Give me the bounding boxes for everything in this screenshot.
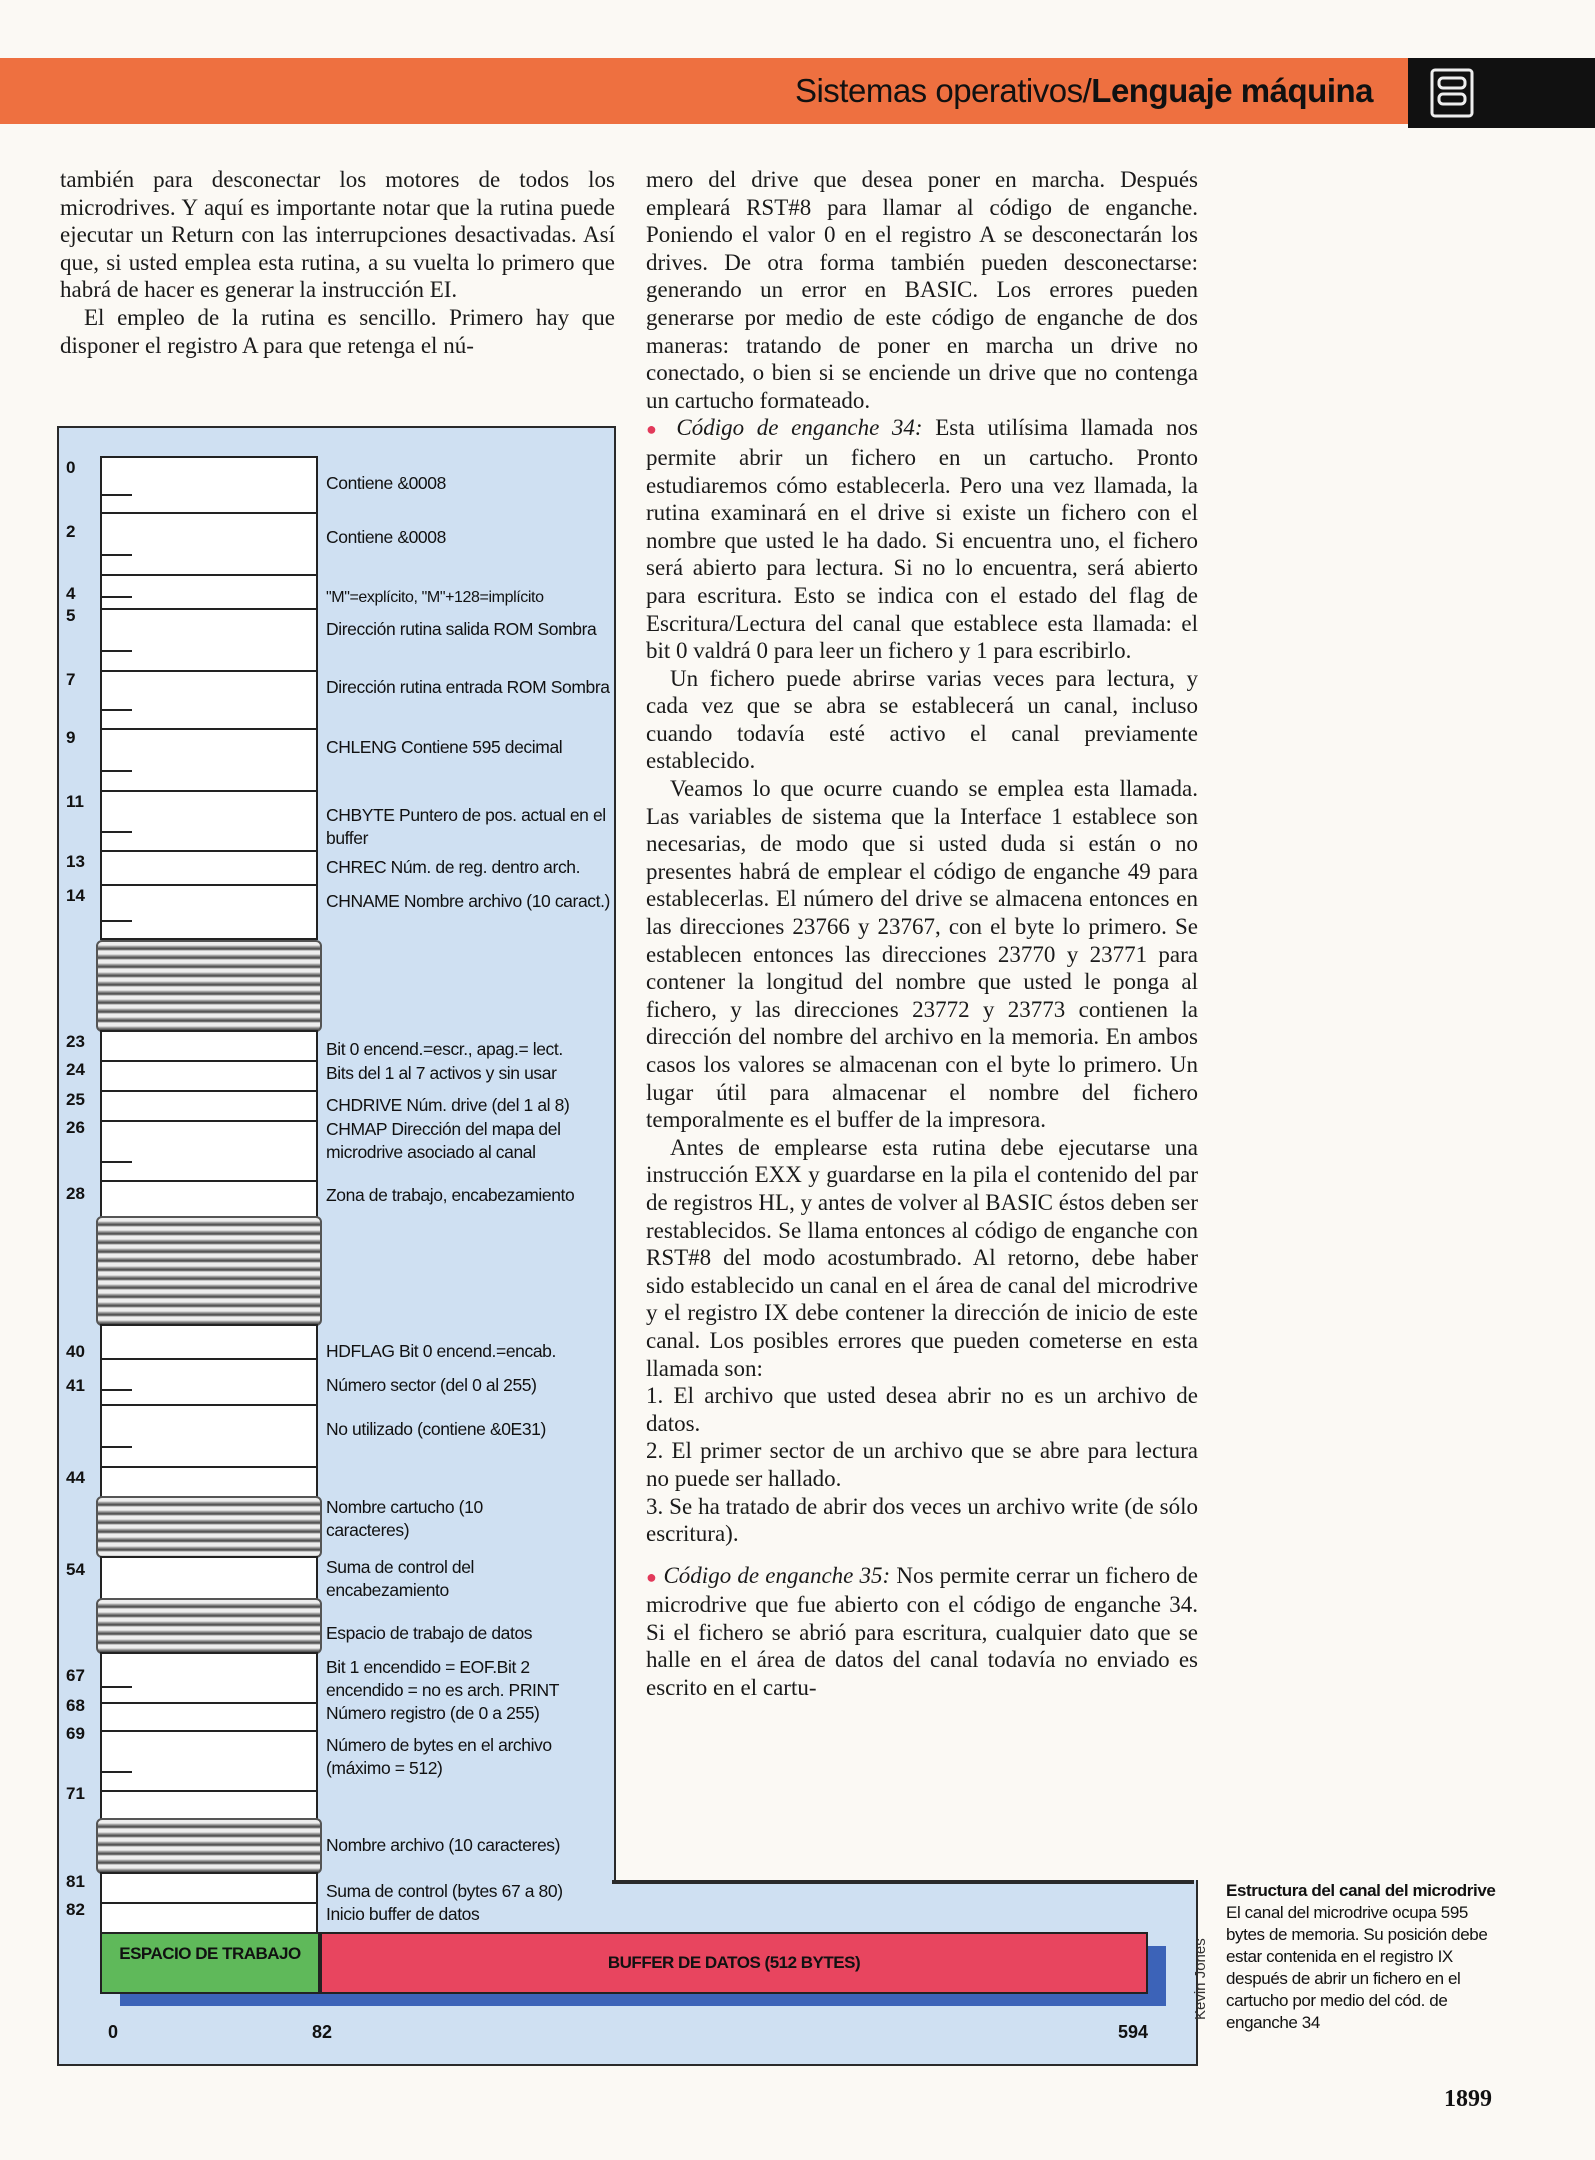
memory-cell <box>100 850 318 886</box>
memory-description: Bit 1 encendido = EOF.Bit 2 encendido = no es arch. PRINT <box>326 1657 560 1700</box>
memory-cell <box>100 790 318 852</box>
memory-description: No utilizado (contiene &0E31) <box>326 1419 546 1439</box>
memory-gap <box>96 1598 322 1654</box>
paragraph: Un fichero puede abrirse varias veces para lectura, y cada vez que se abra se establecerá un canal, incluso cuando todavía esté activo el canal previamente establecido. <box>646 665 1198 774</box>
memory-description: Bits del 1 al 7 activos y sin usar <box>326 1063 557 1083</box>
address-label: 25 <box>66 1090 85 1109</box>
memory-cell <box>100 1030 318 1062</box>
address-label: 41 <box>66 1376 85 1395</box>
memory-cell <box>100 1652 318 1704</box>
memory-gap <box>96 1216 322 1326</box>
address-label: 0 <box>66 458 76 477</box>
memory-bar-shadow-side <box>1148 1946 1166 2006</box>
text-column-right <box>646 166 1198 1702</box>
memory-description: "M"=explícito, "M"+128=implícito <box>326 589 544 606</box>
address-label: 28 <box>66 1184 85 1203</box>
text-column-left <box>60 166 615 359</box>
memory-cell <box>100 1872 318 1904</box>
memory-description: CHMAP Dirección del mapa del microdrive asociado al canal <box>326 1119 561 1162</box>
page-number: 1899 <box>1444 2086 1492 2112</box>
bullet-icon: ● <box>646 419 664 440</box>
workspace-block: ESPACIO DE TRABAJO <box>100 1932 320 1994</box>
address-label: 68 <box>66 1696 85 1715</box>
memory-cell <box>100 1404 318 1468</box>
address-label: 14 <box>66 886 85 905</box>
paragraph: Veamos lo que ocurre cuando se emplea esta llamada. Las variables de sistema que la Interface 1 establece son necesarias, de modo que si usted duda si están o no presentes habrá de emplear el código de enganche 49 para establecerlas. El número del drive se almacena entonces en las direcciones 23766 y 23767, con el byte lo primero. Se establecen entonces las direcciones 23770 y 23771 para contener la longitud del nombre que usted le ponga al fichero, y las direcciones 23772 y 23773 contienen la dirección del nombre del archivo en la memoria. En ambos casos los valores se almacenan con el byte lo primero. Un lugar útil para almacenar el nombre del fichero temporalmente es el buffer de la impresora. <box>646 776 1198 1133</box>
address-label: 7 <box>66 670 76 689</box>
memory-description: Número de bytes en el archivo (máximo = 512) <box>326 1735 552 1778</box>
memory-cell <box>100 670 318 730</box>
paragraph-body: Esta utilísima llamada nos permite abrir un fichero en un cartucho. Pronto estudiaremos cómo establecerla. Pero una vez llamada, la rutina examinará en el drive si existe un fichero con el nombre que usted le ha dado. Si encuentra uno, el fichero será abierto para lectura. Si no lo encuentra, será abierto para escritura. Esto se indica con el estado del flag de Escritura/Lectura del canal que establece esta llamada: el bit 0 valdrá 0 para leer un fichero y 1 para escribirlo. <box>646 415 1198 664</box>
memory-description: HDFLAG Bit 0 encend.=encab. <box>326 1341 556 1361</box>
memory-cell <box>100 456 318 514</box>
illustration-credit: Kevin Jones <box>1192 1938 1209 2020</box>
memory-description: Nombre archivo (10 caracteres) <box>326 1835 561 1855</box>
error-item: 3. Se ha tratado de abrir dos veces un archivo write (de sólo escritura). <box>646 1493 1198 1547</box>
address-label: 13 <box>66 852 85 871</box>
memory-description: Contiene &0008 <box>326 527 446 547</box>
memory-gap <box>96 940 322 1032</box>
memory-cell <box>100 1060 318 1092</box>
memory-description: CHNAME Nombre archivo (10 caract.) <box>326 891 610 911</box>
address-label: 67 <box>66 1666 85 1685</box>
memory-cell <box>100 1324 318 1360</box>
memory-cell <box>100 1180 318 1218</box>
topic-label: Lenguaje máquina <box>1091 72 1373 109</box>
memory-cell <box>100 1358 318 1406</box>
error-item: 2. El primer sector de un archivo que se abre para lectura no puede ser hallado. <box>646 1438 1198 1491</box>
display-icon <box>1430 68 1474 118</box>
address-label: 26 <box>66 1118 85 1137</box>
paragraph-hook-35 <box>646 1562 1198 1702</box>
data-buffer-block: BUFFER DE DATOS (512 BYTES) <box>320 1932 1148 1994</box>
paragraph: Antes de emplearse esta rutina debe ejecutarse una instrucción EXX y guardarse en la pila el contenido del par de registros HL, y antes de volver al BASIC éstos deben ser restablecidos. Se llama entonces al código de enganche con RST#8 del modo acostumbrado. Al retorno, debe haber sido establecido un canal en el área de canal del microdrive y el registro IX debe contener la dirección de inicio de este canal. Los posibles errores que pueden cometerse en esta llamada son: <box>646 1134 1198 1381</box>
address-label: 44 <box>66 1468 85 1487</box>
memory-cell <box>100 1702 318 1732</box>
address-label: 69 <box>66 1724 85 1743</box>
memory-description: Número registro (de 0 a 255) <box>326 1703 540 1723</box>
bullet-icon: ● <box>646 1566 658 1587</box>
address-label: 71 <box>66 1784 85 1803</box>
paragraph: El empleo de la rutina es sencillo. Primero hay que disponer el registro A para que retenga el nú- <box>60 304 615 358</box>
memory-cell <box>100 608 318 672</box>
memory-description: Espacio de trabajo de datos <box>326 1623 533 1643</box>
memory-description: Nombre cartucho (10 caracteres) <box>326 1497 483 1540</box>
paragraph: mero del drive que desea poner en marcha. Después empleará RST#8 para llamar al código de enganche. Poniendo el valor 0 en el registro A se desconectarán los drives. De otra forma también pueden desconectarse: generando un error en BASIC. Los errores pueden generarse por medio de este código de enganche de dos maneras: tratando de poner en marcha un drive no conectado, o bien si se enciende un drive que no contenga un cartucho formateado. <box>646 167 1198 413</box>
paragraph-body: Nos permite cerrar un fichero de microdrive que fue abierto con el código de enganche 34. Si el fichero se abrió para escritura, cualquier dato que se halle en el área de datos del canal todavía no enviado es escrito en el cartu- <box>646 1562 1198 1701</box>
memory-description: Zona de trabajo, encabezamiento <box>326 1185 575 1205</box>
memory-gap <box>96 1818 322 1874</box>
memory-cell <box>100 1120 318 1182</box>
diagram-border <box>612 1880 1194 1884</box>
memory-description: CHBYTE Puntero de pos. actual en el buffer <box>326 805 606 848</box>
address-label: 81 <box>66 1872 85 1891</box>
caption-body: El canal del microdrive ocupa 595 bytes de memoria. Su posición debe estar contenida en el registro IX después de abrir un fichero en el cartucho por medio del cód. de enganche 34 <box>1226 1903 1488 2032</box>
paragraph: también para desconectar los motores de todos los microdrives. Y aquí es importante notar que la rutina puede ejecutar un Return con las interrupciones desactivadas. Así que, si usted emplea esta rutina, a su vuelta lo primero que habrá de hacer es generar la instrucción EI. <box>60 167 615 303</box>
memory-cell <box>100 884 318 940</box>
address-label: 82 <box>66 1900 85 1919</box>
memory-cell <box>100 1556 318 1600</box>
axis-label: 82 <box>312 2022 333 2042</box>
address-label: 5 <box>66 606 76 625</box>
memory-gap <box>96 1496 322 1558</box>
memory-cell <box>100 512 318 576</box>
address-label: 11 <box>66 792 84 811</box>
memory-cell <box>100 1466 318 1498</box>
address-label: 4 <box>66 584 76 603</box>
memory-description: CHDRIVE Núm. drive (del 1 al 8) <box>326 1095 570 1115</box>
memory-description: Suma de control (bytes 67 a 80) <box>326 1881 563 1901</box>
address-label: 9 <box>66 728 76 747</box>
section-label: Sistemas operativos/ <box>794 72 1092 109</box>
memory-description: Dirección rutina salida ROM Sombra <box>326 619 597 639</box>
memory-cell <box>100 1730 318 1792</box>
memory-cell <box>100 574 318 610</box>
figure-caption <box>1226 1880 1496 2034</box>
memory-description: Dirección rutina entrada ROM Sombra <box>326 677 610 697</box>
memory-description: CHLENG Contiene 595 decimal <box>326 737 563 757</box>
memory-description: CHREC Núm. de reg. dentro arch. <box>326 857 581 877</box>
subheading: Código de enganche 35: <box>663 1562 891 1588</box>
memory-bar-shadow <box>120 1994 1166 2006</box>
memory-description: Bit 0 encend.=escr., apag.= lect. <box>326 1039 563 1059</box>
caption-title: Estructura del canal del microdrive <box>1226 1881 1496 1900</box>
address-label: 54 <box>66 1560 85 1579</box>
memory-description: Suma de control del encabezamiento <box>326 1557 475 1600</box>
address-label: 24 <box>66 1060 85 1079</box>
axis-label: 594 <box>1118 2022 1149 2042</box>
address-label: 23 <box>66 1032 85 1051</box>
memory-cell <box>100 1902 318 1934</box>
memory-cell <box>100 1090 318 1122</box>
address-label: 2 <box>66 522 76 541</box>
memory-description: Contiene &0008 <box>326 473 446 493</box>
memory-cell <box>100 728 318 792</box>
memory-cell <box>100 1790 318 1820</box>
subheading: Código de enganche 34: <box>676 415 923 441</box>
page-title <box>795 72 1373 110</box>
address-label: 40 <box>66 1342 85 1361</box>
paragraph-hook-34 <box>646 414 1198 664</box>
error-item: 1. El archivo que usted desea abrir no es un archivo de datos. <box>646 1383 1198 1436</box>
memory-description: Inicio buffer de datos <box>326 1904 480 1924</box>
axis-label: 0 <box>108 2022 119 2042</box>
memory-description: Número sector (del 0 al 255) <box>326 1375 537 1395</box>
